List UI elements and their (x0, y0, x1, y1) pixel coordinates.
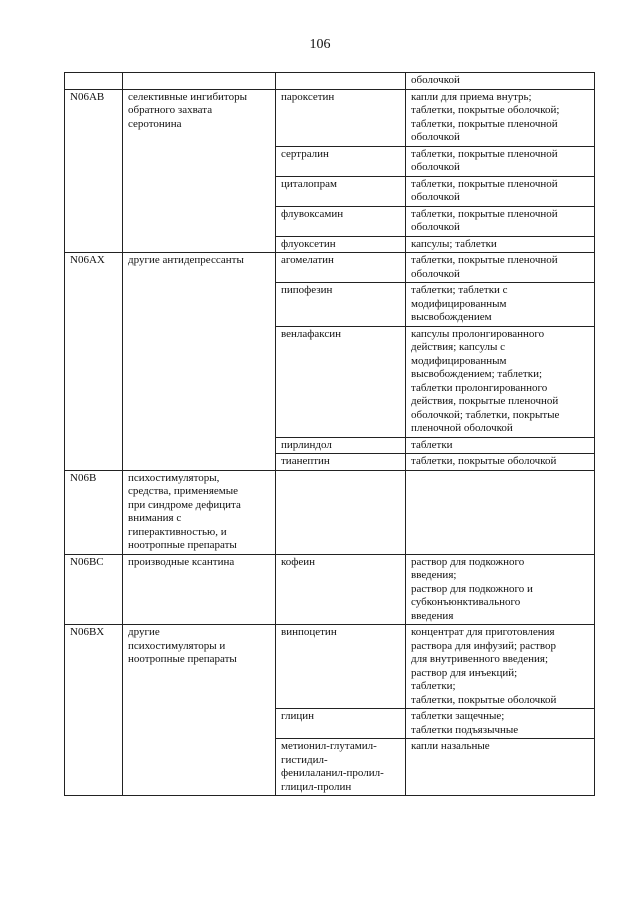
atc-code-cell: N06BX (65, 625, 123, 796)
atc-code-cell: N06AX (65, 253, 123, 471)
dosage-form-cell: капли для приема внутрь; таблетки, покрытые оболочкой; таблетки, покрытые пленочной оболочкой (406, 89, 595, 146)
drug-table (64, 72, 595, 796)
dosage-form-cell (406, 470, 595, 554)
atc-code-cell (65, 73, 123, 90)
group-cell: психостимуляторы, средства, применяемые при синдроме дефицита внимания с гиперактивностью, и ноотропные препараты (123, 470, 276, 554)
table-row (65, 554, 595, 625)
dosage-form-cell: таблетки, покрытые оболочкой (406, 454, 595, 471)
table-row (65, 470, 595, 554)
dosage-form-cell: капли назальные (406, 739, 595, 796)
table-row (65, 73, 595, 90)
page-number: 106 (309, 37, 331, 52)
group-cell: другие психостимуляторы и ноотропные препараты (123, 625, 276, 796)
drug-name-cell (276, 470, 406, 554)
dosage-form-cell: таблетки (406, 437, 595, 454)
group-cell: другие антидепрессанты (123, 253, 276, 471)
drug-name-cell: глицин (276, 709, 406, 739)
dosage-form-cell: таблетки защечные; таблетки подъязычные (406, 709, 595, 739)
group-cell: селективные ингибиторы обратного захвата серотонина (123, 89, 276, 253)
drug-name-cell: пароксетин (276, 89, 406, 146)
dosage-form-cell: таблетки, покрытые пленочной оболочкой (406, 146, 595, 176)
atc-code-cell: N06B (65, 470, 123, 554)
drug-name-cell: метионил-глутамил- гистидил- фенилаланил-пролил- глицил-пролин (276, 739, 406, 796)
dosage-form-cell: капсулы пролонгированного действия; капсулы с модифицированным высвобождением; таблетки; таблетки пролонгированного действия, покрытые пленочной оболочкой; таблетки, покрытые пленочной оболочкой (406, 326, 595, 437)
drug-name-cell: пипофезин (276, 283, 406, 327)
atc-code-cell: N06AB (65, 89, 123, 253)
drug-name-cell: винпоцетин (276, 625, 406, 709)
dosage-form-cell: раствор для подкожного введения; раствор для подкожного и субконъюнктивального введения (406, 554, 595, 625)
drug-name-cell: тианептин (276, 454, 406, 471)
drug-name-cell (276, 73, 406, 90)
dosage-form-cell: таблетки, покрытые пленочной оболочкой (406, 206, 595, 236)
atc-code-cell: N06BC (65, 554, 123, 625)
drug-name-cell: агомелатин (276, 253, 406, 283)
table-row (65, 89, 595, 146)
dosage-form-cell: таблетки; таблетки с модифицированным высвобождением (406, 283, 595, 327)
drug-name-cell: флувоксамин (276, 206, 406, 236)
drug-name-cell: циталопрам (276, 176, 406, 206)
dosage-form-cell: концентрат для приготовления раствора для инфузий; раствор для внутривенного введения; раствор для инъекций; таблетки; таблетки, покрытые оболочкой (406, 625, 595, 709)
drug-name-cell: сертралин (276, 146, 406, 176)
drug-name-cell: кофеин (276, 554, 406, 625)
drug-name-cell: флуоксетин (276, 236, 406, 253)
group-cell: производные ксантина (123, 554, 276, 625)
dosage-form-cell: капсулы; таблетки (406, 236, 595, 253)
dosage-form-cell: таблетки, покрытые пленочной оболочкой (406, 253, 595, 283)
table-row (65, 253, 595, 283)
dosage-form-cell: таблетки, покрытые пленочной оболочкой (406, 176, 595, 206)
group-cell (123, 73, 276, 90)
drug-name-cell: пирлиндол (276, 437, 406, 454)
drug-name-cell: венлафаксин (276, 326, 406, 437)
table-row (65, 625, 595, 709)
dosage-form-cell: оболочкой (406, 73, 595, 90)
